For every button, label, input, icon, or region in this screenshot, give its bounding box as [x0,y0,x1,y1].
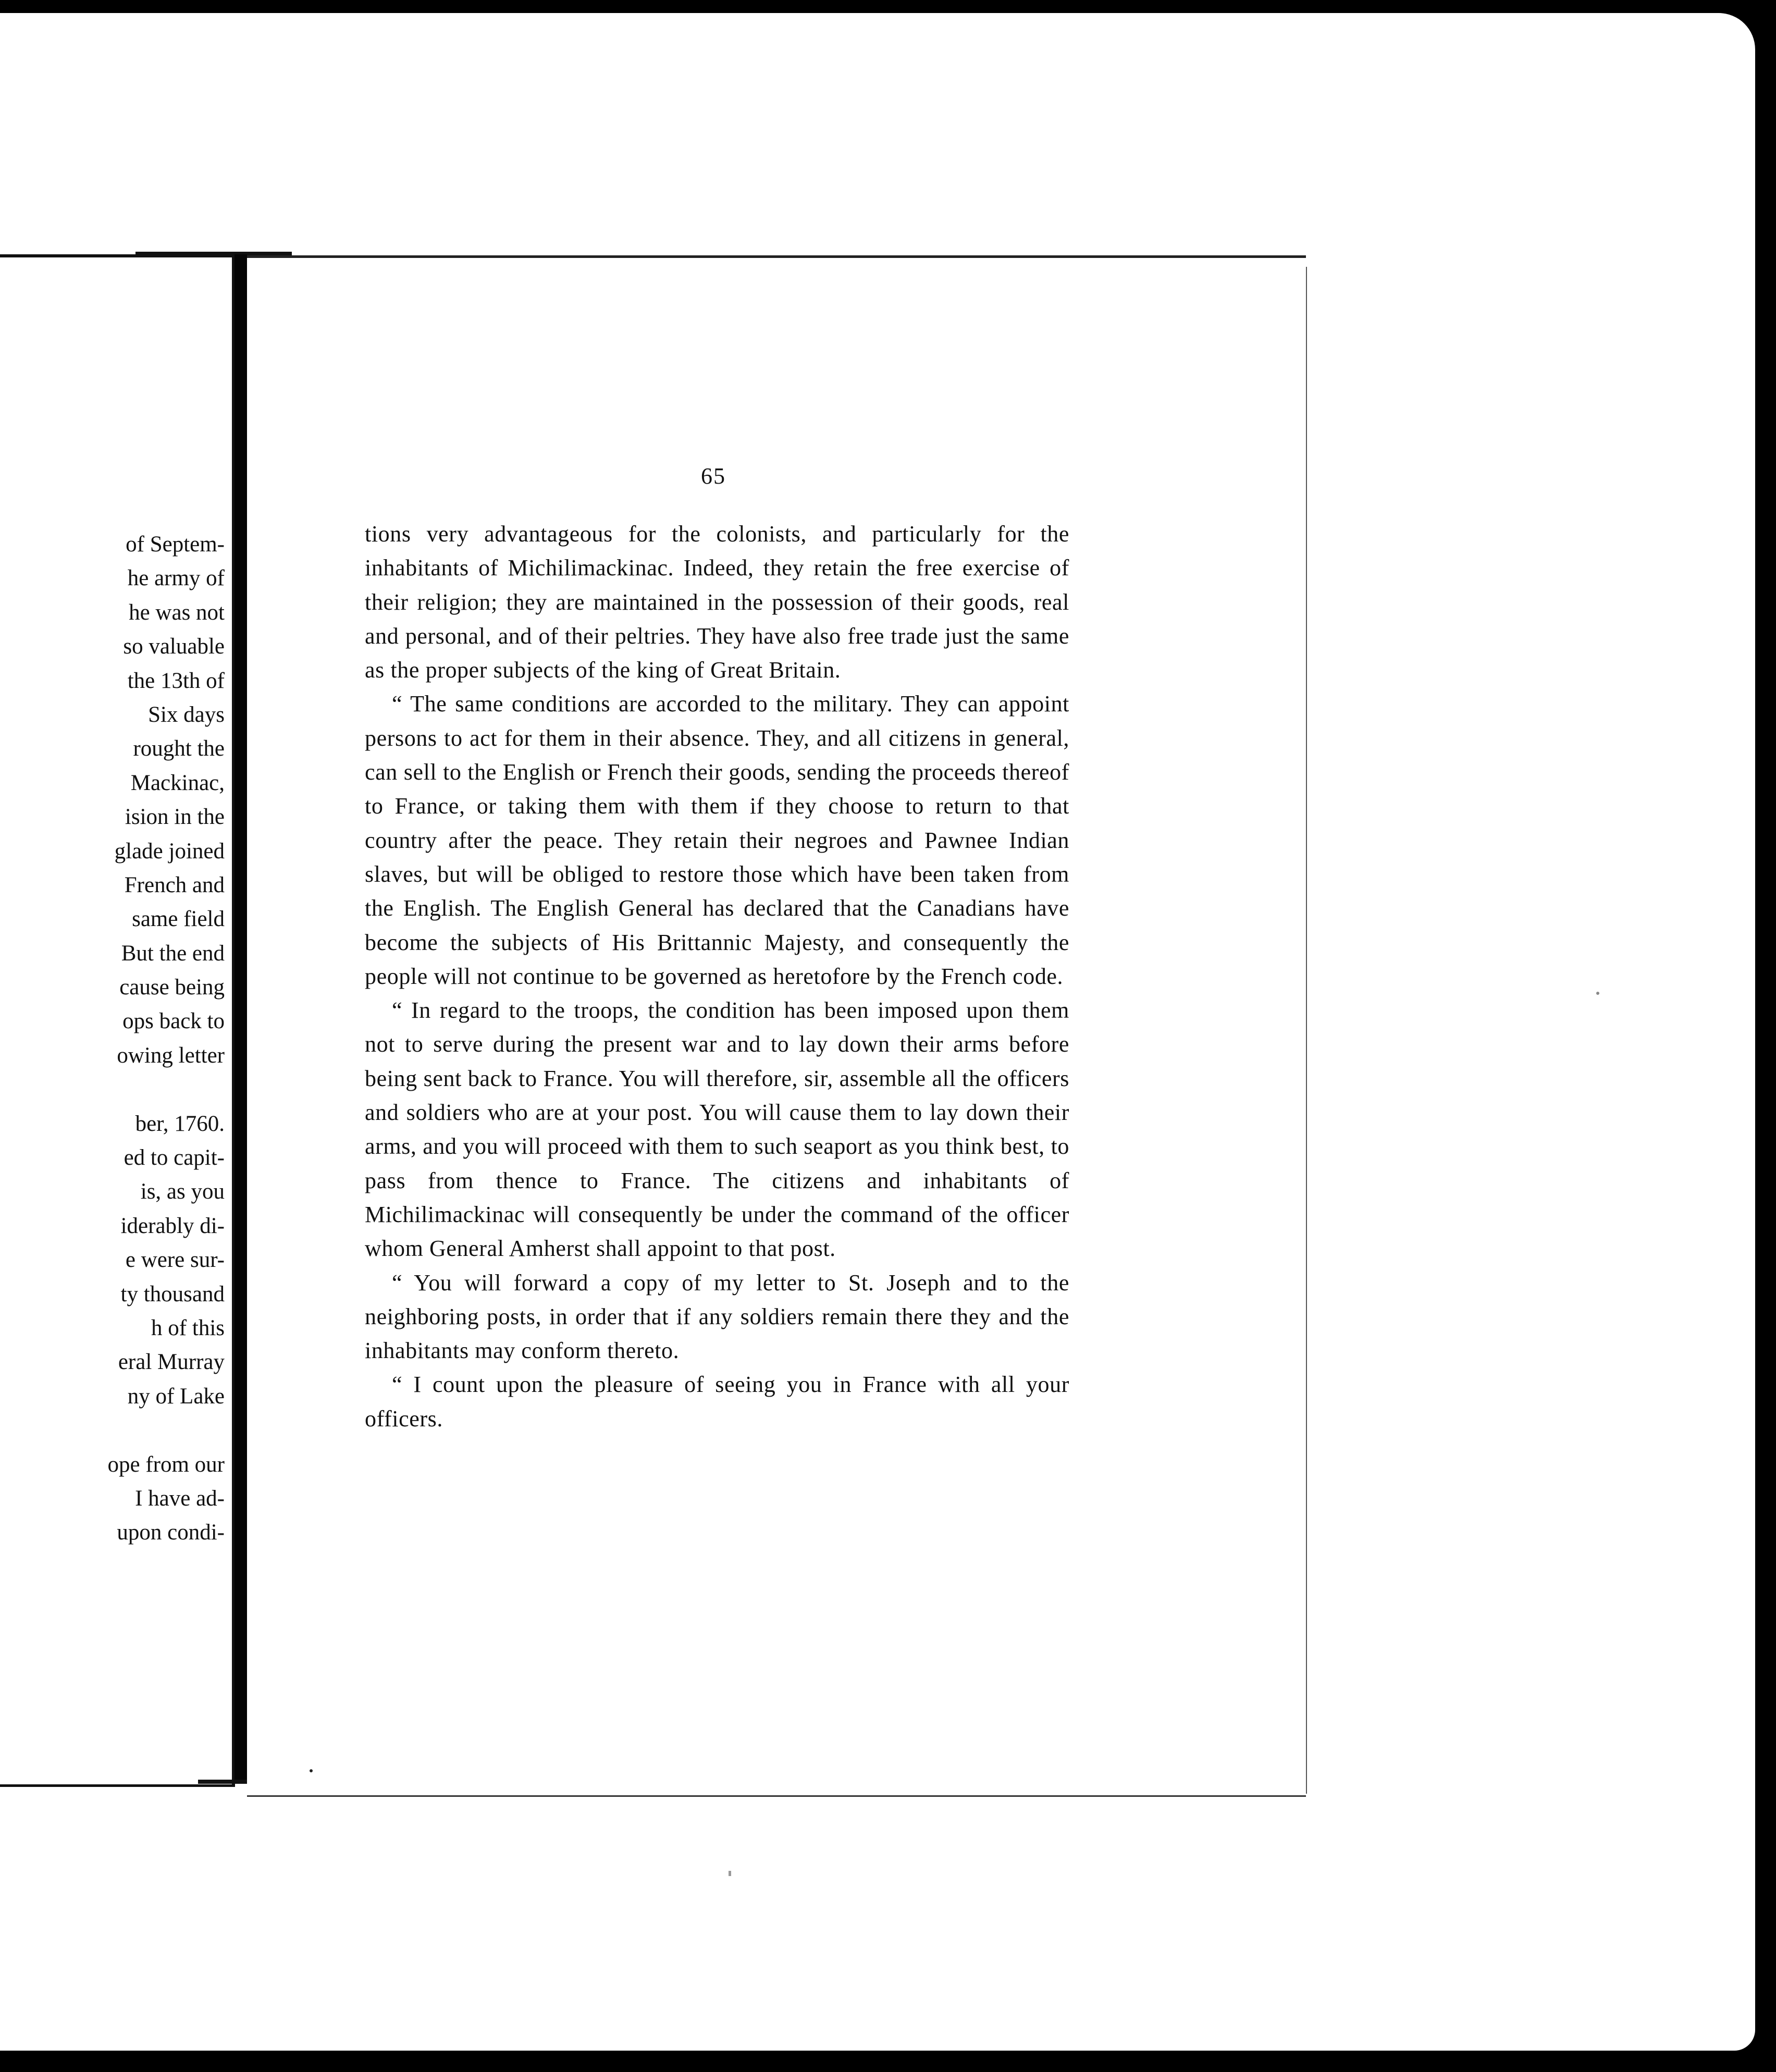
left-line: ope from our [107,1452,225,1477]
left-line: so valuable [123,634,225,659]
left-line: Mackinac, [130,770,225,795]
paragraph: “ In regard to the troops, the condition has been imposed upon them not to serve during the present war and to lay down their arms before being sent back to France. You will therefore, sir, assemble all the officers and soldiers who are at your post. You will cause them to lay down their arms, and you will proceed with them to such seaport as you think best, to pass from thence to France. The citizens and inhabitants of Michilimackinac will consequently be under the command of the officer whom General Amherst shall appoint to that post. [365,997,1069,1262]
left-line: iderably di- [120,1213,225,1238]
left-line: ision in the [125,805,225,830]
left-line [108,1072,225,1106]
left-page-text [108,527,225,1550]
left-line: same field [132,907,225,932]
page-edge-nick [1765,1324,1776,1339]
paragraph: “ You will forward a copy of my letter to St. Joseph and to the neighboring posts, in order that if any soldiers remain there they and the inhabitants may conform thereto. [365,1269,1069,1364]
left-line [108,1413,225,1447]
left-line: ty thousand [120,1281,225,1306]
left-line: ed to capit- [124,1145,225,1170]
paragraph: “ I count upon the pleasure of seeing you in France with all your officers. [365,1372,1069,1432]
left-line: ber, 1760. [135,1111,225,1136]
left-line: cause being [119,975,225,1000]
left-line: ny of Lake [127,1384,225,1409]
left-line: French and [124,872,225,897]
left-line: rought the [133,736,225,761]
paragraph: tions very advantageous for the colonists, and particularly for the inhabitants of Michilimackinac. Indeed, they retain the free exercise of their religion; they are maintained in the possession of their goods, real and personal, and of their peltries. They have also free trade just the same as the proper subjects of the king of Great Britain. [365,521,1069,683]
left-line: Six days [148,702,225,727]
ink-speck [310,1769,313,1772]
left-line: upon condi- [117,1520,225,1545]
left-line: h of this [151,1315,225,1340]
left-line: the 13th of [127,668,225,693]
left-line: I have ad- [135,1486,225,1511]
left-line: eral Murray [118,1350,225,1375]
left-line: glade joined [114,838,225,864]
left-line: of Septem- [126,532,225,557]
left-line: is, as you [140,1179,225,1204]
ink-speck [729,1871,731,1876]
left-line: But the end [121,941,225,966]
ink-speck [1596,992,1599,995]
paragraph: “ The same conditions are accorded to the military. They can appoint persons to act for them in their absence. They, and all citizens in general, can sell to the English or French their goods, sending the proceeds thereof to France, or taking them with them if they choose to return to that country after the peace. They retain their negroes and Pawnee Indian slaves, but will be obliged to restore those which have been taken from the English. The English General has declared that the Canadians have become the subjects of His Brittannic Majesty, and consequently the people will not continue to be governed as heretofore by the French code. [365,691,1069,989]
left-page [0,254,235,1787]
left-line: he army of [127,566,225,591]
page-number: 65 [701,463,726,489]
left-line: he was not [129,600,225,625]
right-page-text [365,517,1069,1436]
left-line: ops back to [122,1009,225,1034]
left-line: e were sur- [125,1248,225,1273]
left-line: owing letter [117,1043,225,1068]
book-gutter [235,254,247,1782]
